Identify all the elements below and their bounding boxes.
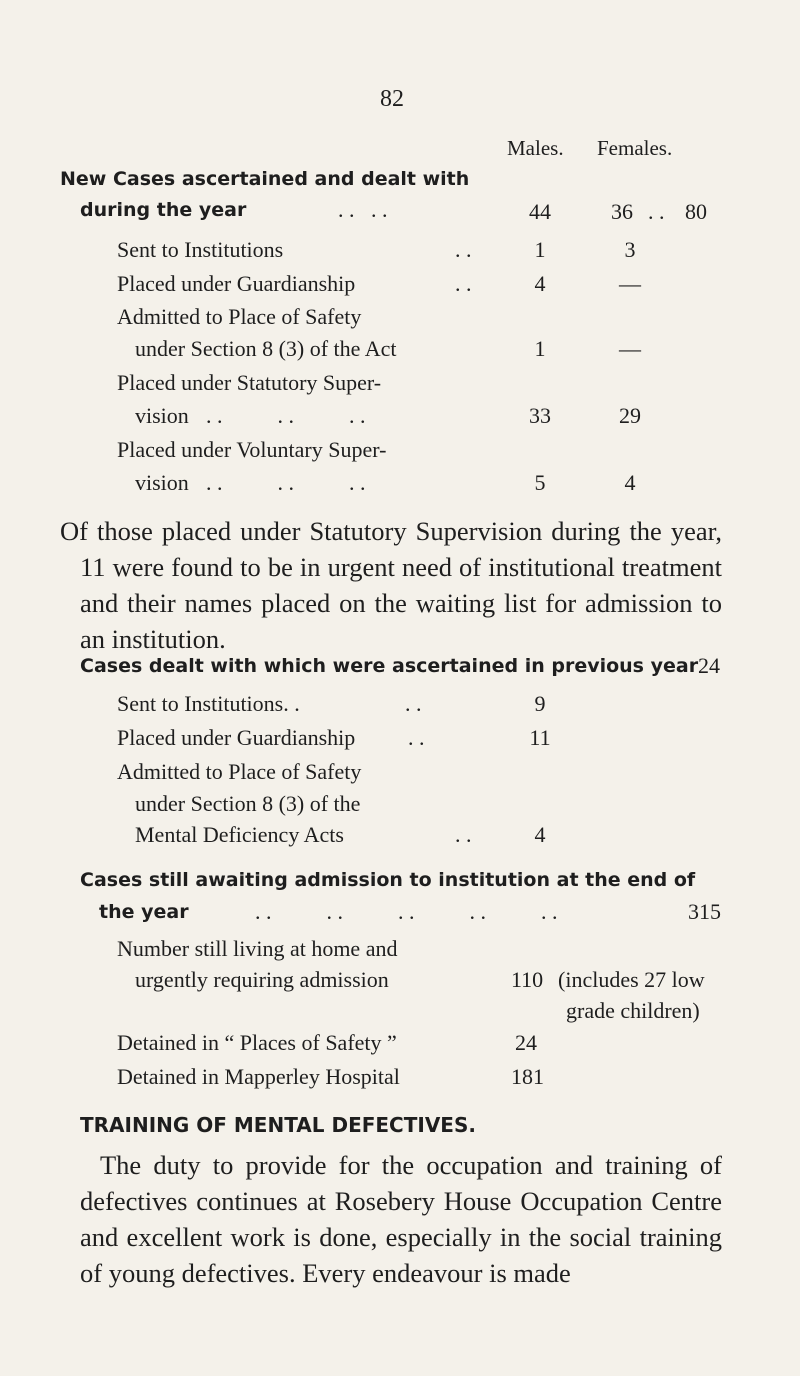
new-cases-row-dots: . . xyxy=(455,237,472,262)
new-cases-row-label: Placed under Statutory Super- xyxy=(117,370,382,395)
new-cases-row-label: Placed under Voluntary Super- xyxy=(117,437,387,462)
new-cases-total-males: 44 xyxy=(529,199,551,224)
awaiting-heading-line1: Cases still awaiting admission to institution at the end of xyxy=(80,869,696,891)
new-cases-row-females: 3 xyxy=(624,237,636,262)
new-cases-total-dots: . . xyxy=(648,199,665,224)
previous-year-total: 24 xyxy=(698,653,720,678)
awaiting-row-value: 24 xyxy=(515,1030,537,1055)
new-cases-heading-line1: New Cases ascertained and dealt with xyxy=(60,168,470,190)
previous-year-row-label: Admitted to Place of Safety xyxy=(117,759,362,784)
awaiting-row-value: 110 xyxy=(511,967,544,992)
previous-year-heading: Cases dealt with which were ascertained in previous year xyxy=(80,655,699,677)
new-cases-row-label-cont: vision xyxy=(135,470,189,495)
statutory-supervision-paragraph: Of those placed under Statutory Supervision during the year, 11 were found to be in urgent need of institutional treatment and their names placed on the waiting list for admission to an institution. xyxy=(60,516,722,654)
previous-year-row-dots: . . xyxy=(408,725,425,750)
awaiting-heading-line2: the year xyxy=(99,901,189,923)
new-cases-row-males: 1 xyxy=(534,336,546,361)
new-cases-row-label-cont: vision xyxy=(135,403,189,428)
new-cases-row-females: 4 xyxy=(624,470,636,495)
previous-year-row-value: 11 xyxy=(529,725,551,750)
awaiting-row-label-cont: urgently requiring admission xyxy=(135,967,389,992)
new-cases-row-females: — xyxy=(619,336,641,361)
previous-year-row-value: 4 xyxy=(534,822,546,847)
new-cases-row-females: — xyxy=(619,271,641,296)
new-cases-row-label-cont: under Section 8 (3) of the Act xyxy=(135,336,397,361)
new-cases-row-dots: . . xyxy=(455,271,472,296)
training-paragraph: The duty to provide for the occupation and training of defectives continues at Rosebery House Occupation Centre and excellent work is done, especially in the social training of young defectives. Every endeavour is made xyxy=(80,1150,722,1288)
previous-year-row-dots: . . xyxy=(405,691,422,716)
new-cases-row-label: Placed under Guardianship xyxy=(117,271,356,296)
awaiting-row-label: Detained in “ Places of Safety ” xyxy=(117,1030,397,1055)
awaiting-row-value: 181 xyxy=(511,1064,544,1089)
col-header-females: Females. xyxy=(597,136,673,160)
awaiting-row-note-cont: grade children) xyxy=(566,998,700,1023)
awaiting-total: 315 xyxy=(688,899,721,924)
new-cases-total-all: 80 xyxy=(685,199,707,224)
new-cases-row-males: 4 xyxy=(534,271,546,296)
previous-year-row-dots: . . xyxy=(455,822,472,847)
new-cases-row-males: 5 xyxy=(534,470,546,495)
new-cases-row-label: Admitted to Place of Safety xyxy=(117,304,362,329)
new-cases-row-males: 1 xyxy=(534,237,546,262)
new-cases-heading-dots: . . . . xyxy=(338,197,388,222)
page-number: 82 xyxy=(380,86,404,112)
new-cases-row-males: 33 xyxy=(529,403,551,428)
previous-year-row-label-cont: Mental Deficiency Acts xyxy=(135,822,344,847)
previous-year-row-label: Sent to Institutions. . xyxy=(117,691,300,716)
training-heading: TRAINING OF MENTAL DEFECTIVES. xyxy=(80,1113,476,1137)
new-cases-row-females: 29 xyxy=(619,403,641,428)
new-cases-row-label: Sent to Institutions xyxy=(117,237,284,262)
new-cases-row-dots: . . . . . . xyxy=(206,470,366,495)
new-cases-row-dots: . . . . . . xyxy=(206,403,366,428)
previous-year-row-label-cont: under Section 8 (3) of the xyxy=(135,791,361,816)
new-cases-total-females: 36 xyxy=(611,199,633,224)
awaiting-row-label: Detained in Mapperley Hospital xyxy=(117,1064,400,1089)
awaiting-row-label: Number still living at home and xyxy=(117,936,398,961)
col-header-males: Males. xyxy=(507,136,564,160)
new-cases-heading-line2: during the year xyxy=(80,199,247,221)
previous-year-row-label: Placed under Guardianship xyxy=(117,725,356,750)
awaiting-row-note: (includes 27 low xyxy=(558,967,705,992)
awaiting-heading-dots: . . . . . . . . . . xyxy=(255,899,558,924)
previous-year-row-value: 9 xyxy=(534,691,546,716)
